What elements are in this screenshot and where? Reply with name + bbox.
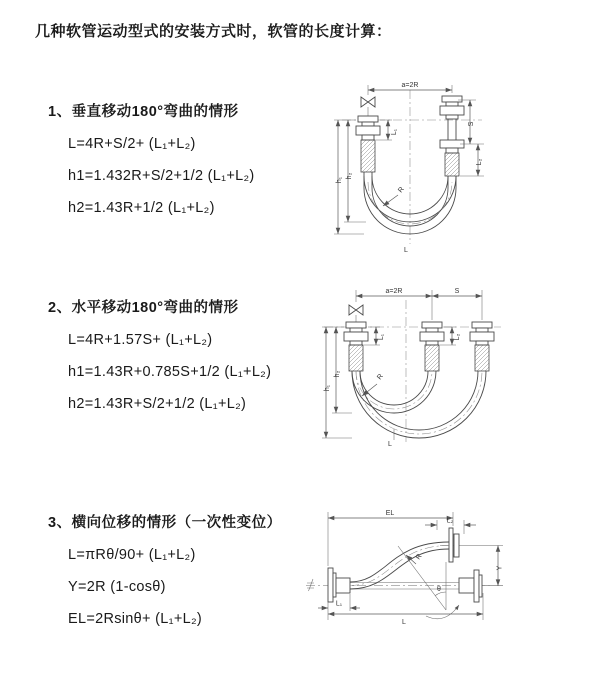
d2-hose	[352, 371, 486, 438]
d1-dim-top-label: a=2R	[401, 82, 419, 89]
d3-dim-l1	[318, 594, 360, 611]
d3-dim-l2-label: L₂	[446, 517, 454, 525]
d1-right-fitting	[440, 96, 464, 176]
section-3-formula-el: EL=2Rsinθ+ (L₁+L₂)	[68, 611, 203, 627]
d2-dim-l2-label: L₂	[454, 333, 461, 341]
d2-dim-l1-label: L₁	[378, 333, 385, 341]
d2-dim-h1	[322, 327, 352, 438]
d3-radius-label: R	[414, 552, 424, 562]
d1-dim-l1-label: L₁	[391, 128, 398, 136]
d1-dim-h1-label: h₁	[336, 176, 343, 184]
d2-dim-h2-label: h₂	[334, 370, 341, 378]
d2-dim-h1-label: h₁	[324, 384, 331, 392]
section-1-formula-h1: h1=1.432R+S/2+1/2 (L₁+L₂)	[68, 168, 255, 184]
d2-dim-top	[356, 288, 482, 320]
d3-dim-l	[328, 593, 483, 626]
page-title: 几种软管运动型式的安装方式时，软管的长度计算：	[35, 23, 392, 40]
section-2-formula-h1: h1=1.43R+0.785S+1/2 (L₁+L₂)	[68, 364, 272, 380]
section-1-formula-h2: h2=1.43R+1/2 (L₁+L₂)	[68, 200, 215, 216]
diagram-vertical-180	[310, 76, 600, 258]
d3-hose	[350, 542, 459, 589]
d1-radius-label: R	[397, 185, 406, 195]
d2-left-fitting	[344, 322, 368, 371]
d1-left-fitting	[356, 116, 380, 172]
valve-icon	[361, 97, 375, 116]
d3-break-mark	[307, 579, 314, 591]
section-2-formula-l: L=4R+1.57S+ (L₁+L₂)	[68, 332, 213, 348]
d1-radius-callout	[383, 186, 406, 206]
diagram-lateral-displacement	[298, 498, 600, 646]
d2-radius-callout	[362, 373, 385, 396]
d2-middle-fitting	[420, 322, 444, 371]
d1-dim-l2	[476, 144, 483, 176]
section-1-heading: 1、垂直移动180°弯曲的情形	[48, 104, 239, 120]
d3-dim-y	[497, 546, 504, 586]
section-1-formula-l: L=4R+S/2+ (L₁+L₂)	[68, 136, 196, 152]
d1-length-label: L	[404, 247, 408, 254]
section-2-heading: 2、水平移动180°弯曲的情形	[48, 300, 239, 316]
d3-upper-right-flange	[449, 528, 459, 562]
section-2-formula-h2: h2=1.43R+S/2+1/2 (L₁+L₂)	[68, 396, 247, 412]
d2-radius-label: R	[376, 372, 385, 382]
section-3	[48, 513, 282, 629]
d3-left-flange	[328, 568, 350, 602]
d3-theta-label: θ	[437, 586, 441, 593]
d3-dim-el	[328, 510, 453, 566]
d3-dim-y-label: Y	[496, 565, 504, 571]
d3-dim-el-label: EL	[385, 510, 395, 517]
valve-icon	[349, 305, 363, 322]
section-3-formula-l: L=πRθ/90+ (L₁+L₂)	[68, 547, 196, 563]
d1-dim-s-label: S	[468, 121, 475, 127]
section-3-heading: 3、横向位移的情形（一次性变位）	[48, 515, 282, 531]
section-3-formula-y: Y=2R (1-cosθ)	[68, 579, 166, 595]
d2-right-fitting	[470, 322, 494, 371]
d2-dim-top-label: a=2R	[385, 288, 403, 295]
d3-radius-callout	[406, 553, 424, 564]
section-2	[48, 298, 271, 414]
d3-dim-l-label: L	[402, 619, 406, 626]
d1-dim-l2-label: L₂	[476, 158, 483, 166]
d3-lower-right-flange	[459, 570, 482, 602]
diagram-horizontal-180	[306, 282, 600, 458]
d1-dim-h2-label: h₂	[346, 172, 353, 180]
d2-dim-s-label: S	[454, 288, 460, 295]
d2-length-label: L	[388, 441, 392, 448]
d3-dim-l1-label: L₁	[335, 600, 343, 608]
section-1	[48, 102, 255, 218]
